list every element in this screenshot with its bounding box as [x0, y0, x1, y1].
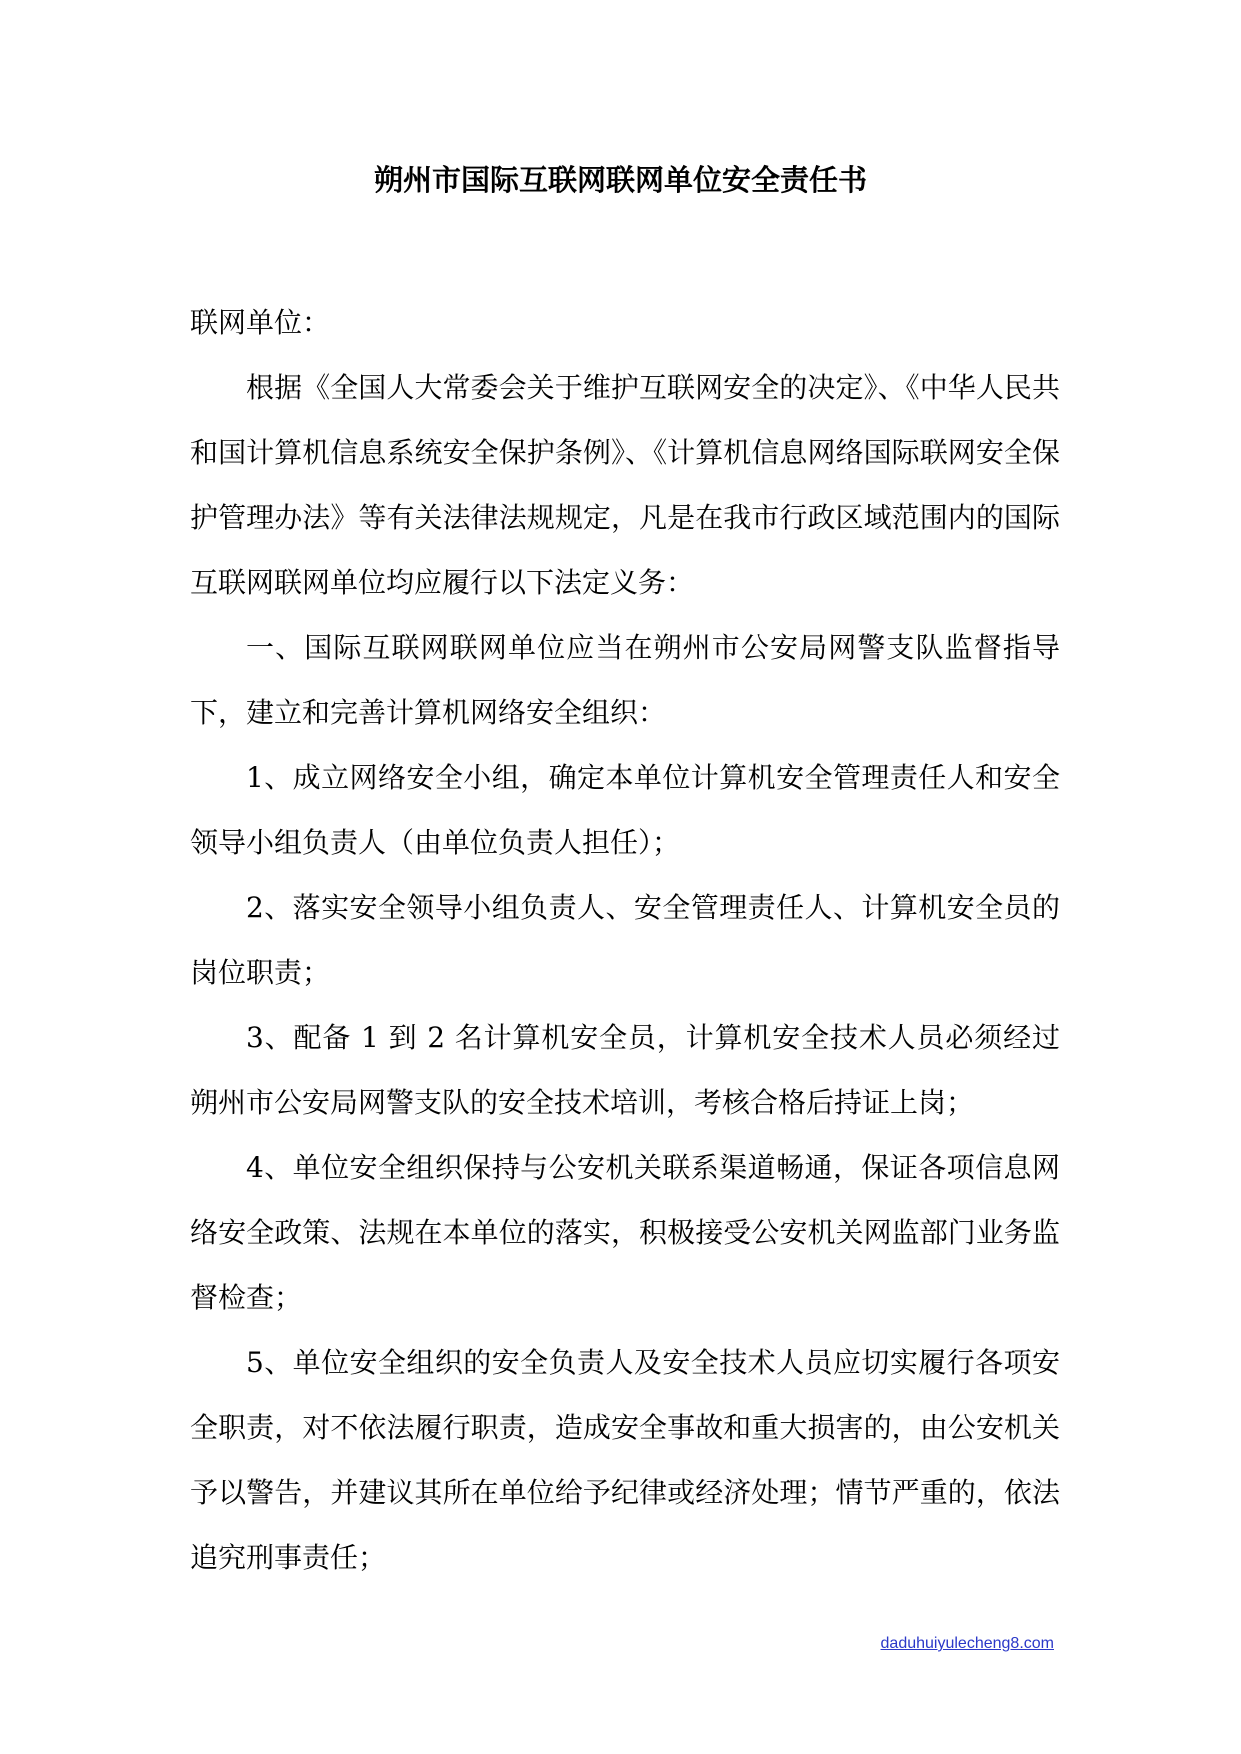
paragraph-item-1: 1、成立网络安全小组，确定本单位计算机安全管理责任人和安全领导小组负责人（由单位负责人担任）； [190, 761, 1060, 859]
paragraph-item-5: 5、单位安全组织的安全负责人及安全技术人员应切实履行各项安全职责，对不依法履行职责，造成安全事故和重大损害的，由公安机关予以警告，并建议其所在单位给予纪律或经济处理；情节严重的，依法追究刑事责任； [190, 1346, 1060, 1574]
paragraph-section-1: 一、国际互联网联网单位应当在朔州市公安局网警支队监督指导下，建立和完善计算机网络安全组织： [190, 631, 1060, 729]
paragraph-intro: 根据《全国人大常委会关于维护互联网安全的决定》、《中华人民共和国计算机信息系统安全保护条例》、《计算机信息网络国际联网安全保护管理办法》等有关法律法规规定，凡是在我市行政区域范围内的国际互联网联网单位均应履行以下法定义务： [190, 371, 1060, 599]
document-body [190, 290, 1060, 1590]
document-title: 朔州市国际互联网联网单位安全责任书 [373, 163, 867, 197]
paragraph-item-3: 3、配备 1 到 2 名计算机安全员，计算机安全技术人员必须经过朔州市公安局网警支队的安全技术培训，考核合格后持证上岗； [190, 1021, 1060, 1119]
salutation: 联网单位： [190, 306, 331, 339]
paragraph-item-2: 2、落实安全领导小组负责人、安全管理责任人、计算机安全员的岗位职责； [190, 891, 1060, 989]
footer-website-link[interactable]: daduhuiyulecheng8.com [880, 1635, 1054, 1652]
paragraph-item-4: 4、单位安全组织保持与公安机关联系渠道畅通，保证各项信息网络安全政策、法规在本单位的落实，积极接受公安机关网监部门业务监督检查； [190, 1151, 1060, 1314]
